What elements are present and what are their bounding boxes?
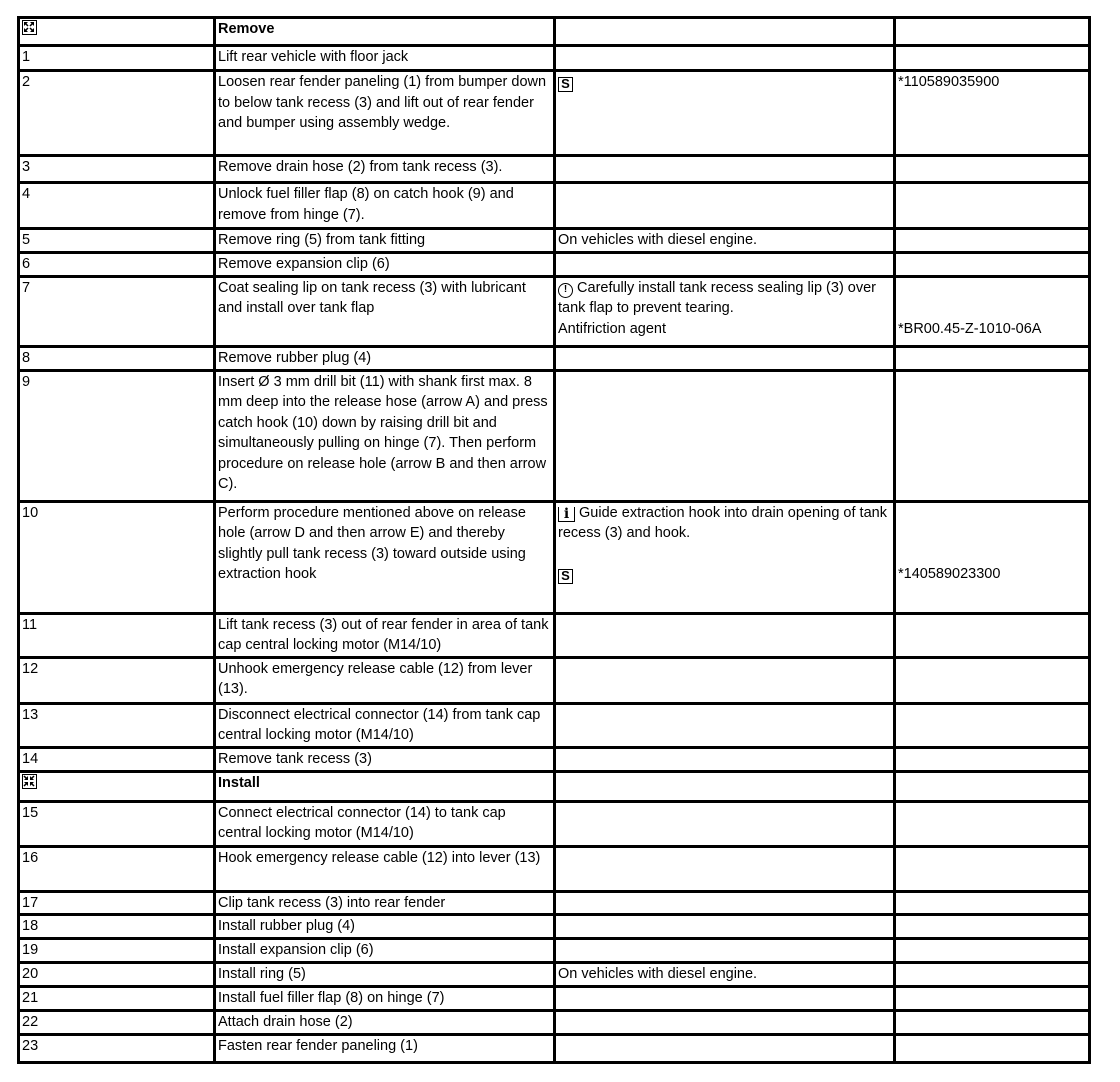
table-row <box>19 915 1090 939</box>
step-text: Fasten rear fender paneling (1) <box>215 1034 555 1062</box>
table-row <box>19 703 1090 747</box>
section-title: Remove <box>215 18 555 46</box>
arrows-out-icon <box>22 20 37 35</box>
tool-reference[interactable]: *140589023300 <box>898 566 1001 582</box>
table-row <box>19 891 1090 915</box>
step-number: 3 <box>19 156 215 183</box>
step-number: 17 <box>19 891 215 915</box>
special-tool-icon: S <box>558 77 573 92</box>
table-row <box>19 46 1090 71</box>
step-number: 11 <box>19 613 215 657</box>
section-icon-cell <box>19 771 215 801</box>
step-number: 6 <box>19 253 215 277</box>
step-number: 1 <box>19 46 215 71</box>
step-number: 23 <box>19 1034 215 1062</box>
step-number: 12 <box>19 657 215 703</box>
step-number: 14 <box>19 747 215 771</box>
lubricant-text: Antifriction agent <box>558 320 667 337</box>
step-text: Install fuel filler flap (8) on hinge (7) <box>215 986 555 1010</box>
table-row <box>19 1034 1090 1062</box>
section-header-install <box>19 771 1090 801</box>
step-text: Coat sealing lip on tank recess (3) with lubricant and install over tank flap <box>215 276 555 346</box>
step-number: 18 <box>19 915 215 939</box>
step-note: On vehicles with diesel engine. <box>555 229 895 253</box>
step-number: 15 <box>19 801 215 846</box>
tool-reference-cell <box>895 276 1090 346</box>
procedure-table <box>17 16 1091 1064</box>
table-row <box>19 657 1090 703</box>
table-row <box>19 962 1090 986</box>
step-number: 13 <box>19 703 215 747</box>
table-row <box>19 346 1090 370</box>
tool-reference-cell <box>895 501 1090 613</box>
caution-text: Carefully install tank recess sealing lip (3) over tank flap to prevent tearing. <box>558 279 877 316</box>
section-header-remove <box>19 18 1090 46</box>
step-text: Remove drain hose (2) from tank recess (3). <box>215 156 555 183</box>
step-number: 9 <box>19 370 215 501</box>
step-note: On vehicles with diesel engine. <box>555 962 895 986</box>
step-number: 19 <box>19 939 215 963</box>
step-number: 2 <box>19 71 215 156</box>
table-row <box>19 986 1090 1010</box>
step-number: 20 <box>19 962 215 986</box>
step-text: Perform procedure mentioned above on release hole (arrow D and then arrow E) and thereby slightly pull tank recess (3) toward outside using extraction hook <box>215 501 555 613</box>
step-note <box>555 501 895 613</box>
step-text: Remove rubber plug (4) <box>215 346 555 370</box>
caution-icon: ! <box>558 283 573 298</box>
table-row <box>19 156 1090 183</box>
step-number: 8 <box>19 346 215 370</box>
step-number: 21 <box>19 986 215 1010</box>
table-row <box>19 747 1090 771</box>
table-row <box>19 229 1090 253</box>
step-text: Remove expansion clip (6) <box>215 253 555 277</box>
step-text: Insert Ø 3 mm drill bit (11) with shank first max. 8 mm deep into the release hose (arrow A) and press catch hook (10) down by raising drill bit and simultaneously pulling on hinge (7). Then perform procedure on release hole (arrow B and then arrow C). <box>215 370 555 501</box>
tool-reference[interactable]: *BR00.45-Z-1010-06A <box>898 320 1042 337</box>
step-number: 4 <box>19 183 215 229</box>
table-row <box>19 71 1090 156</box>
table-row <box>19 613 1090 657</box>
table-row <box>19 276 1090 346</box>
step-text: Clip tank recess (3) into rear fender <box>215 891 555 915</box>
step-text: Attach drain hose (2) <box>215 1010 555 1034</box>
info-text: Guide extraction hook into drain opening of tank recess (3) and hook. <box>558 504 887 541</box>
section-icon-cell <box>19 18 215 46</box>
table-row <box>19 370 1090 501</box>
table-row <box>19 253 1090 277</box>
step-number: 7 <box>19 276 215 346</box>
step-text: Remove ring (5) from tank fitting <box>215 229 555 253</box>
table-row <box>19 801 1090 846</box>
step-text: Install rubber plug (4) <box>215 915 555 939</box>
step-text: Lift tank recess (3) out of rear fender in area of tank cap central locking motor (M14/10) <box>215 613 555 657</box>
step-text: Install expansion clip (6) <box>215 939 555 963</box>
step-text: Remove tank recess (3) <box>215 747 555 771</box>
step-note <box>555 71 895 156</box>
arrows-in-icon <box>22 774 37 789</box>
special-tool-icon: S <box>558 569 573 584</box>
step-text: Unhook emergency release cable (12) from lever (13). <box>215 657 555 703</box>
step-number: 5 <box>19 229 215 253</box>
step-text: Loosen rear fender paneling (1) from bumper down to below tank recess (3) and lift out of rear fender and bumper using assembly wedge. <box>215 71 555 156</box>
table-row <box>19 501 1090 613</box>
table-row <box>19 183 1090 229</box>
step-text: Disconnect electrical connector (14) from tank cap central locking motor (M14/10) <box>215 703 555 747</box>
table-row <box>19 939 1090 963</box>
step-number: 16 <box>19 846 215 891</box>
step-text: Hook emergency release cable (12) into lever (13) <box>215 846 555 891</box>
table-row <box>19 846 1090 891</box>
table-row <box>19 1010 1090 1034</box>
step-number: 22 <box>19 1010 215 1034</box>
section-title: Install <box>215 771 555 801</box>
info-icon: i <box>558 507 575 522</box>
step-text: Connect electrical connector (14) to tank cap central locking motor (M14/10) <box>215 801 555 846</box>
step-text: Unlock fuel filler flap (8) on catch hook (9) and remove from hinge (7). <box>215 183 555 229</box>
step-text: Lift rear vehicle with floor jack <box>215 46 555 71</box>
step-number: 10 <box>19 501 215 613</box>
tool-reference[interactable]: *110589035900 <box>895 71 1090 156</box>
step-text: Install ring (5) <box>215 962 555 986</box>
step-note <box>555 276 895 346</box>
